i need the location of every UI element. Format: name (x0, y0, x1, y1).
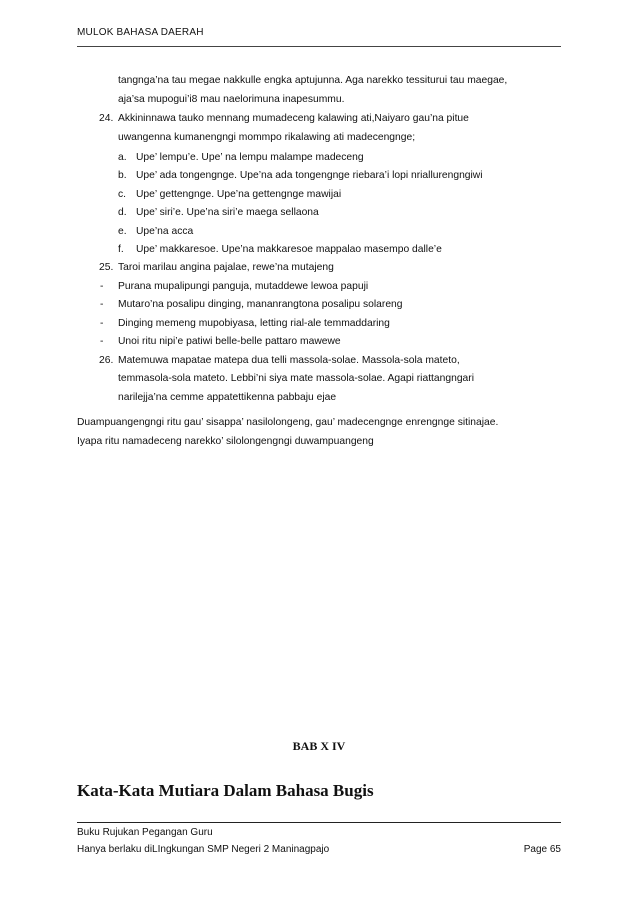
sub-item-letter: f. (118, 244, 124, 255)
continuation-line-2: aja’sa mupogui’i8 mau naelorimuna inapesummu. (118, 94, 345, 105)
paragraph-line-2: Iyapa ritu namadeceng narekko’ silolongengngi duwampuangeng (77, 436, 374, 447)
sub-item-letter: e. (118, 226, 127, 237)
page-number: Page 65 (523, 844, 561, 855)
sub-item-letter: a. (118, 152, 127, 163)
continuation-line-1: tangnga’na tau megae nakkulle engka aptujunna. Aga narekko tessiturui tau maegae, (118, 75, 508, 86)
item-26-line-2: temmasola-sola mateto. Lebbi’ni siya mate massola-solae. Agapi riattangngari (118, 373, 474, 384)
footer-line-1: Buku Rujukan Pegangan Guru (77, 827, 213, 838)
sub-item-letter: d. (118, 207, 127, 218)
item-25-number: 25. (99, 262, 114, 273)
header-divider (77, 46, 561, 47)
dash-bullet: - (100, 336, 104, 347)
item-26-line-1: Matemuwa mapatae matepa dua telli massola-solae. Massola-sola mateto, (118, 355, 460, 366)
item-24-number: 24. (99, 113, 114, 124)
sub-item-text: Upe’ gettengnge. Upe’na gettengnge mawijai (136, 189, 342, 200)
item-25-text: Taroi marilau angina pajalae, rewe’na mutajeng (118, 262, 334, 273)
dash-item-text: Mutaro’na posalipu dinging, mananrangtona posalipu solareng (118, 299, 403, 310)
dash-bullet: - (100, 281, 104, 292)
footer-divider (77, 822, 561, 823)
sub-item-letter: c. (118, 189, 127, 200)
sub-item-text: Upe’ lempu’e. Upe’ na lempu malampe madeceng (136, 152, 364, 163)
item-26-line-3: narilejja’na cemme appatettikenna pabbaju ejae (118, 392, 337, 403)
dash-item-text: Dinging memeng mupobiyasa, letting rial-ale temmaddaring (118, 318, 390, 329)
sub-item-text: Upe’ siri’e. Upe’na siri’e maega sellaona (136, 207, 319, 218)
section-title: Kata-Kata Mutiara Dalam Bahasa Bugis (77, 781, 374, 800)
sub-item-text: Upe’ ada tongengnge. Upe’na ada tongengnge riebara’i lopi nriallurengngiwi (136, 170, 483, 181)
paragraph-line-1: Duampuangengngi ritu gau’ sisappa’ nasilolongeng, gau’ madecengnge enrengnge sitinajae. (77, 417, 499, 428)
item-26-number: 26. (99, 355, 114, 366)
dash-bullet: - (100, 299, 104, 310)
item-24-line-1: Akkininnawa tauko mennang mumadeceng kalawing ati,Naiyaro gau’na pitue (118, 113, 469, 124)
chapter-heading: BAB X IV (292, 739, 346, 753)
item-24-line-2: uwangenna kumanengngi mommpo rikalawing ati madecengnge; (118, 132, 416, 143)
dash-item-text: Unoi ritu nipi’e patiwi belle-belle pattaro mawewe (118, 336, 341, 347)
sub-item-text: Upe’ makkaresoe. Upe’na makkaresoe mappalao masempo dalle’e (136, 244, 442, 255)
dash-bullet: - (100, 318, 104, 329)
sub-item-letter: b. (118, 170, 127, 181)
dash-item-text: Purana mupalipungi panguja, mutaddewe lewoa papuji (118, 281, 369, 292)
page-header: MULOK BAHASA DAERAH (77, 27, 204, 38)
footer-line-2: Hanya berlaku diLIngkungan SMP Negeri 2 Maninagpajo (77, 844, 330, 855)
sub-item-text: Upe’na acca (136, 226, 194, 237)
